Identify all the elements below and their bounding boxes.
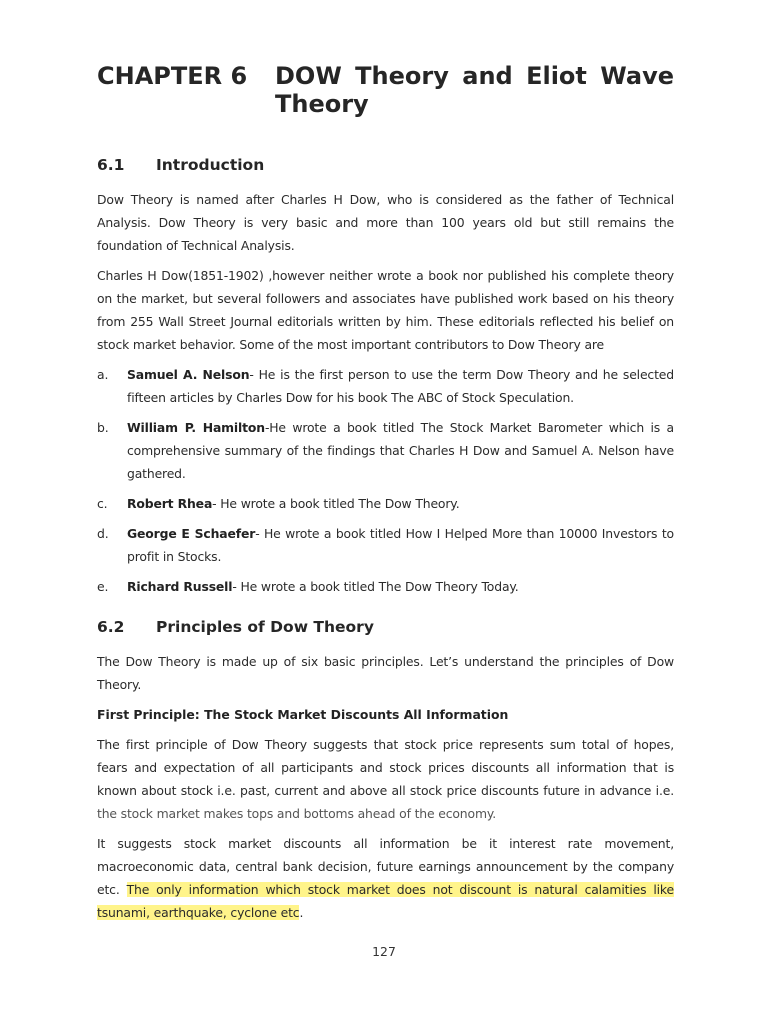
contributor-name: William P. Hamilton — [127, 420, 265, 435]
section-title: Principles of Dow Theory — [156, 618, 374, 636]
section-title: Introduction — [156, 156, 265, 174]
first-principle-heading: First Principle: The Stock Market Discounts All Information — [97, 707, 509, 722]
contributor-name: Samuel A. Nelson — [127, 367, 250, 382]
paragraph-tail-text: the stock market makes tops and bottoms ahead of the economy. — [97, 806, 497, 821]
list-marker: e. — [97, 579, 109, 594]
list-item — [97, 492, 674, 515]
list-marker: c. — [97, 496, 108, 511]
paragraph-text: It suggests stock market discounts all information be it interest rate movement, macroeconomic data, central bank decision, future earnings announcement by the company etc. — [97, 836, 674, 897]
principles-paragraph: The Dow Theory is made up of six basic principles. Let’s understand the principles of Dow Theory. — [97, 654, 674, 692]
list-marker: d. — [97, 526, 109, 541]
contributor-text: - He is the first person to use the term Dow Theory and he selected fifteen articles by Charles Dow for his book The ABC of Stock Speculation. — [127, 367, 674, 405]
section-heading-principles — [97, 618, 674, 636]
contributor-text: - He wrote a book titled How I Helped More than 10000 Investors to profit in Stocks. — [127, 526, 674, 564]
contributor-text: - He wrote a book titled The Dow Theory. — [212, 496, 460, 511]
first-principle-paragraph-2 — [97, 832, 674, 924]
page-number: 127 — [372, 944, 396, 959]
chapter-label: CHAPTER 6 — [97, 62, 248, 90]
highlighted-text: The only information which stock market does not discount is natural calamities like tsunami, earthquake, cyclone etc — [97, 882, 674, 920]
contributor-name: Richard Russell — [127, 579, 233, 594]
list-marker: a. — [97, 367, 109, 382]
section-number: 6.1 — [97, 156, 125, 174]
list-item — [97, 522, 674, 568]
first-principle-paragraph-1 — [97, 733, 674, 825]
contributor-name: Robert Rhea — [127, 496, 213, 511]
intro-paragraph-1: Dow Theory is named after Charles H Dow, who is considered as the father of Technical Analysis. Dow Theory is very basic and more than 100 years old but still remains the foundation of Technical Analysis. — [97, 192, 674, 253]
intro-paragraph-2: Charles H Dow(1851-1902) ,however neither wrote a book nor published his complete theory on the market, but several followers and associates have published work based on his theory from 255 Wall Street Journal editorials written by him. These editorials reflected his belief on stock market behavior. Some of the most important contributors to Dow Theory are — [97, 268, 674, 352]
contributor-name: George E Schaefer — [127, 526, 256, 541]
list-item — [97, 416, 674, 485]
list-item — [97, 363, 674, 409]
contributor-text: - He wrote a book titled The Dow Theory Today. — [232, 579, 519, 594]
chapter-title: DOW Theory and Eliot Wave Theory — [275, 62, 674, 118]
paragraph-text: The first principle of Dow Theory suggests that stock price represents sum total of hopes, fears and expectation of all participants and stock prices discounts all information that is known about stock i.e. past, current and above all stock price discounts future in advance i.e. — [97, 737, 674, 798]
contributor-text: -He wrote a book titled The Stock Market Barometer which is a comprehensive summary of the findings that Charles H Dow and Samuel A. Nelson have gathered. — [127, 420, 674, 481]
document-page — [97, 62, 674, 931]
section-number: 6.2 — [97, 618, 125, 636]
paragraph-end: . — [299, 905, 304, 920]
contributors-list — [97, 363, 674, 598]
list-marker: b. — [97, 420, 109, 435]
section-heading-introduction — [97, 156, 674, 174]
list-item — [97, 575, 674, 598]
chapter-heading — [97, 62, 674, 118]
